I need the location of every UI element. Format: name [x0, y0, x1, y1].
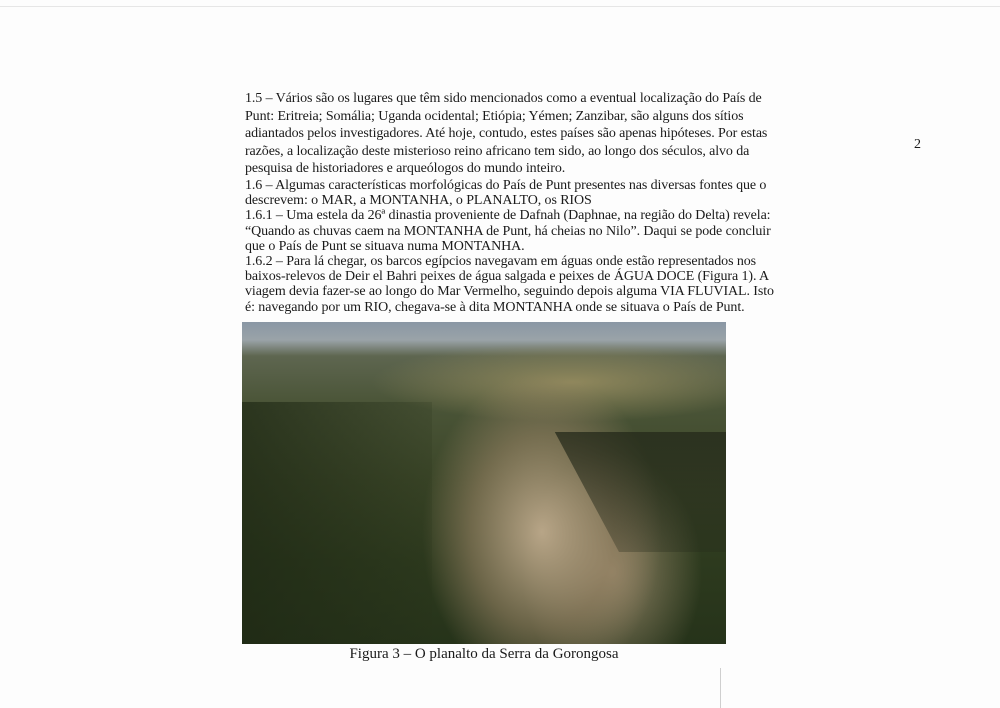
text-line: “Quando as chuvas caem na MONTANHA de Punt, há cheias no Nilo”. Daqui se pode concluir [245, 223, 771, 239]
text-line: 1.6.1 – Uma estela da 26ª dinastia proveniente de Dafnah (Daphnae, na região do Delta) revela: [245, 208, 771, 224]
paragraph-1-6 [245, 178, 774, 315]
text-line: adiantados pelos investigadores. Até hoje, contudo, estes países são apenas hipóteses. Por estas [245, 126, 768, 141]
text-line: pesquisa de historiadores e arqueólogos do mundo inteiro. [245, 161, 566, 176]
paragraph-1-5 [245, 90, 768, 178]
scan-edge [0, 6, 1000, 7]
text-line: que o País de Punt se situava numa MONTANHA. [245, 238, 525, 254]
figure-caption: Figura 3 – O planalto da Serra da Gorongosa [349, 646, 619, 662]
text-line: 1.6 – Algumas características morfológicas do País de Punt presentes nas diversas fontes que o [245, 178, 767, 193]
photo-slope-shadow [242, 402, 432, 644]
photo-cliff-shadow [512, 432, 726, 552]
scan-edge-line [720, 668, 721, 708]
page-number: 2 [914, 137, 921, 152]
text-line: Punt: Eritreia; Somália; Uganda ocidental; Etiópia; Yémen; Zanzibar, são alguns dos sítios [245, 108, 744, 124]
figure-photo-gorongosa-plateau [242, 322, 726, 644]
text-line: 1.5 – Vários são os lugares que têm sido mencionados como a eventual localização do País de [245, 91, 762, 106]
text-line: razões, a localização deste misterioso reino africano tem sido, ao longo dos séculos, alvo da [245, 143, 750, 159]
text-line: baixos-relevos de Deir el Bahri peixes de água salgada e peixes de ÁGUA DOCE (Figura 1). A [245, 269, 770, 285]
text-line: descrevem: o MAR, a MONTANHA, o PLANALTO, os RIOS [245, 193, 592, 209]
text-line: é: navegando por um RIO, chegava-se à dita MONTANHA onde se situava o País de Punt. [245, 299, 745, 315]
text-line: viagem devia fazer-se ao longo do Mar Vermelho, seguindo depois alguma VIA FLUVIAL. Isto [245, 284, 774, 300]
text-line: 1.6.2 – Para lá chegar, os barcos egípcios navegavam em águas onde estão representados nos [245, 254, 756, 270]
